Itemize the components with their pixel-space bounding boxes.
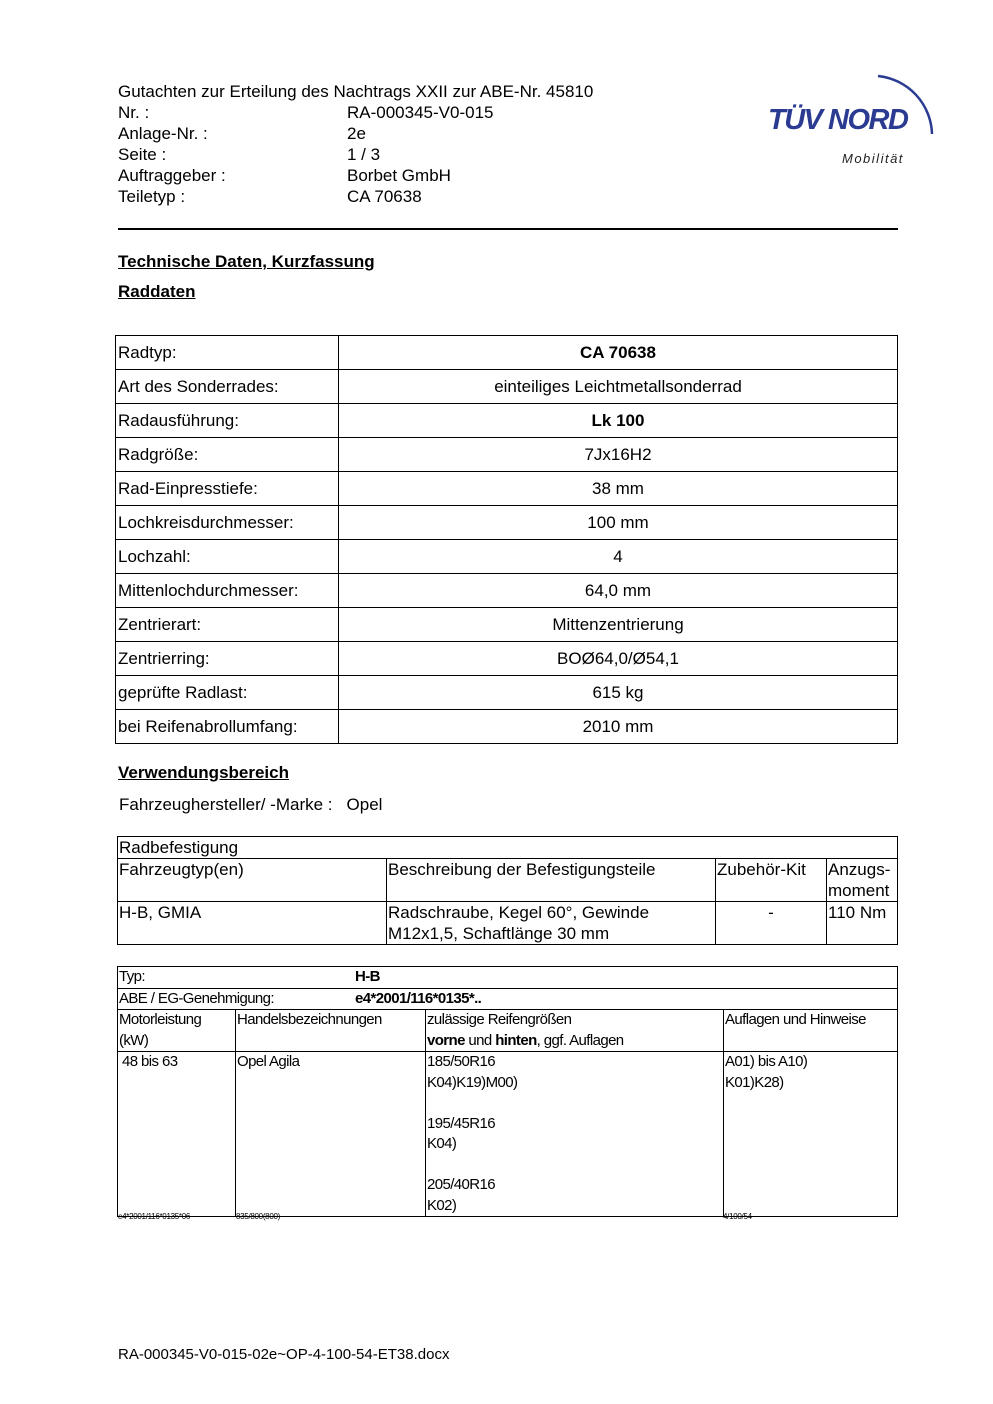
wheel-data-label: Zentrierring: bbox=[116, 642, 339, 676]
wheel-data-value: CA 70638 bbox=[339, 336, 898, 370]
spec-abe-label: ABE / EG-Genehmigung: bbox=[119, 989, 274, 1007]
wheel-data-value: BOØ64,0/Ø54,1 bbox=[339, 642, 898, 676]
wheel-data-label: Art des Sonderrades: bbox=[116, 370, 339, 404]
spec-data-row bbox=[118, 1052, 898, 1217]
wheel-data-value: 100 mm bbox=[339, 506, 898, 540]
wheel-data-label: geprüfte Radlast: bbox=[116, 676, 339, 710]
wheel-data-row bbox=[116, 336, 898, 370]
header-row: Teiletyp : CA 70638 bbox=[118, 187, 422, 206]
wheel-data-label: bei Reifenabrollumfang: bbox=[116, 710, 339, 744]
spec-footnote-approval: e4*2001/116*0135*06 bbox=[118, 1212, 191, 1221]
mounting-fastener-desc: Radschraube, Kegel 60°, Gewinde M12x1,5, Schaftlänge 30 mm bbox=[387, 902, 716, 945]
wheel-data-row bbox=[116, 676, 898, 710]
col-fastener-desc: Beschreibung der Befestigungsteile bbox=[387, 859, 716, 902]
header-row: Auftraggeber : Borbet GmbH bbox=[118, 166, 451, 185]
spec-trade-name: Opel Agila bbox=[236, 1052, 426, 1217]
manufacturer-line bbox=[119, 795, 382, 815]
document-header bbox=[118, 81, 593, 207]
spec-power: 48 bis 63 bbox=[118, 1052, 236, 1217]
wheel-data-label: Radtyp: bbox=[116, 336, 339, 370]
wheel-data-label: Zentrierart: bbox=[116, 608, 339, 642]
wheel-data-row bbox=[116, 540, 898, 574]
wheel-data-label: Radgröße: bbox=[116, 438, 339, 472]
col-trade-names: Handelsbezeichnungen bbox=[236, 1010, 426, 1052]
wheel-data-row bbox=[116, 404, 898, 438]
wheel-data-value: einteiliges Leichtmetallsonderrad bbox=[339, 370, 898, 404]
mounting-header-row bbox=[118, 859, 898, 902]
manufacturer-label: Fahrzeughersteller/ -Marke : bbox=[119, 795, 333, 814]
mounting-kit: - bbox=[716, 902, 827, 945]
spec-type-value: H-B bbox=[355, 968, 380, 985]
col-torque: Anzugs- moment bbox=[827, 859, 898, 902]
mounting-title-row bbox=[118, 837, 898, 859]
wheel-data-row bbox=[116, 472, 898, 506]
wheel-data-row bbox=[116, 370, 898, 404]
logo-brand: TÜV NORD bbox=[768, 104, 908, 136]
spec-abe-value: e4*2001/116*0135*.. bbox=[355, 989, 482, 1007]
wheel-data-row bbox=[116, 574, 898, 608]
wheel-data-row bbox=[116, 642, 898, 676]
spec-footnote-weights: 835/800(800) bbox=[236, 1212, 280, 1221]
spec-abe-row bbox=[118, 988, 898, 1010]
wheel-data-label: Lochzahl: bbox=[116, 540, 339, 574]
tuv-nord-logo bbox=[760, 58, 945, 173]
mounting-title: Radbefestigung bbox=[118, 837, 898, 859]
section-heading-tech: Technische Daten, Kurzfassung bbox=[118, 252, 375, 271]
spec-type-label: Typ: bbox=[119, 968, 145, 985]
section-heading-wheel: Raddaten bbox=[118, 282, 196, 301]
mounting-vehicle-types: H-B, GMIA bbox=[118, 902, 387, 945]
wheel-data-row bbox=[116, 710, 898, 744]
col-tyre-sizes: zulässige Reifengrößen vorne und hinten, ggf. Auflagen bbox=[426, 1010, 724, 1052]
spec-notes: A01) bis A10) K01)K28) bbox=[724, 1052, 898, 1217]
col-power: Motorleistung (kW) bbox=[118, 1010, 236, 1052]
wheel-data-label: Mittenlochdurchmesser: bbox=[116, 574, 339, 608]
spec-footnote-bolt: 4/100/54 bbox=[723, 1212, 752, 1221]
wheel-data-label: Lochkreisdurchmesser: bbox=[116, 506, 339, 540]
spec-header-row bbox=[118, 1010, 898, 1052]
mounting-table bbox=[117, 836, 898, 945]
col-accessory-kit: Zubehör-Kit bbox=[716, 859, 827, 902]
col-notes: Auflagen und Hinweise bbox=[724, 1010, 898, 1052]
document-footer: RA-000345-V0-015-02e~OP-4-100-54-ET38.docx bbox=[118, 1346, 450, 1363]
spec-tyres: 185/50R16 K04)K19)M00) 195/45R16 K04) 205/40R16 K02) bbox=[426, 1052, 724, 1217]
col-vehicle-types: Fahrzeugtyp(en) bbox=[118, 859, 387, 902]
wheel-data-value: 64,0 mm bbox=[339, 574, 898, 608]
type-approval-table bbox=[117, 966, 898, 1217]
wheel-data-value: 2010 mm bbox=[339, 710, 898, 744]
document-title: Gutachten zur Erteilung des Nachtrags XXII zur ABE-Nr. 45810 bbox=[118, 82, 594, 101]
header-row: Seite : 1 / 3 bbox=[118, 145, 381, 164]
wheel-data-value: 38 mm bbox=[339, 472, 898, 506]
mounting-row bbox=[118, 902, 898, 945]
wheel-data-value: Mittenzentrierung bbox=[339, 608, 898, 642]
section-heading-usage: Verwendungsbereich bbox=[118, 763, 289, 782]
wheel-data-row bbox=[116, 608, 898, 642]
manufacturer-value: Opel bbox=[346, 795, 383, 814]
mounting-torque: 110 Nm bbox=[827, 902, 898, 945]
wheel-data-value: 615 kg bbox=[339, 676, 898, 710]
spec-type-row bbox=[118, 967, 898, 989]
wheel-data-row bbox=[116, 438, 898, 472]
logo-subtitle: Mobilität bbox=[842, 151, 904, 166]
wheel-data-value: 7Jx16H2 bbox=[339, 438, 898, 472]
header-row: Nr. : RA-000345-V0-015 bbox=[118, 103, 494, 122]
wheel-data-table bbox=[115, 335, 898, 744]
wheel-data-label: Radausführung: bbox=[116, 404, 339, 438]
wheel-data-value: 4 bbox=[339, 540, 898, 574]
wheel-data-value: Lk 100 bbox=[339, 404, 898, 438]
wheel-data-row bbox=[116, 506, 898, 540]
wheel-data-label: Rad-Einpresstiefe: bbox=[116, 472, 339, 506]
header-row: Anlage-Nr. : 2e bbox=[118, 124, 366, 143]
header-divider bbox=[118, 228, 898, 230]
